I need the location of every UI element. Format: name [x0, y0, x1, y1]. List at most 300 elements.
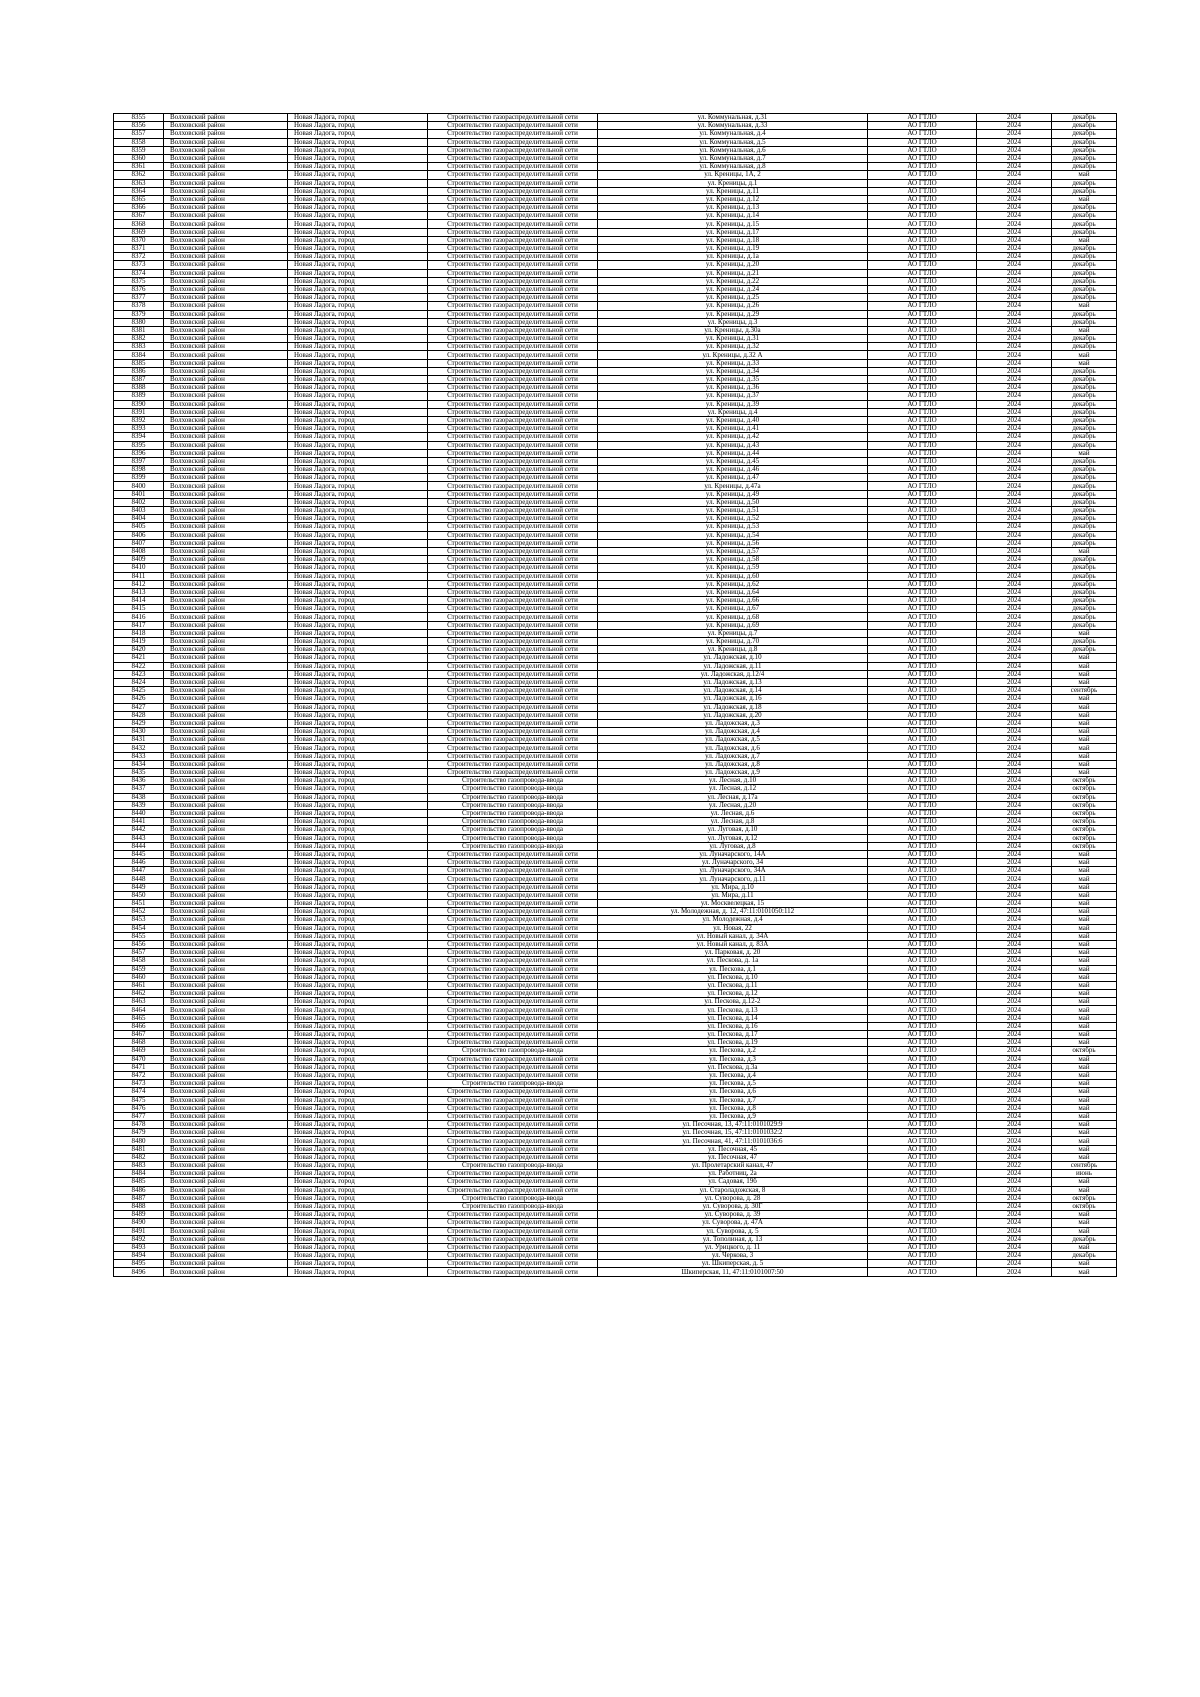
settlement-cell: Новая Ладога, город	[288, 629, 428, 637]
settlement-cell: Новая Ладога, город	[288, 867, 428, 875]
month-cell: декабрь	[1052, 621, 1117, 629]
month-cell: декабрь	[1052, 466, 1117, 474]
work-type-cell: Строительство газораспределительной сети	[428, 556, 598, 564]
settlement-cell: Новая Ладога, город	[288, 711, 428, 719]
settlement-cell: Новая Ладога, город	[288, 924, 428, 932]
row-number: 8413	[114, 588, 164, 596]
table-row	[114, 154, 1117, 162]
district-cell: Волховский район	[164, 850, 288, 858]
row-number: 8375	[114, 277, 164, 285]
row-number: 8411	[114, 572, 164, 580]
row-number: 8384	[114, 351, 164, 359]
year-cell: 2024	[977, 1096, 1052, 1104]
month-cell: май	[1052, 940, 1117, 948]
settlement-cell: Новая Ладога, город	[288, 1162, 428, 1170]
month-cell: май	[1052, 875, 1117, 883]
row-number: 8480	[114, 1137, 164, 1145]
table-row	[114, 498, 1117, 506]
month-cell: май	[1052, 998, 1117, 1006]
year-cell: 2024	[977, 171, 1052, 179]
settlement-cell: Новая Ладога, город	[288, 408, 428, 416]
year-cell: 2024	[977, 1055, 1052, 1063]
settlement-cell: Новая Ладога, город	[288, 998, 428, 1006]
year-cell: 2024	[977, 670, 1052, 678]
district-cell: Волховский район	[164, 466, 288, 474]
settlement-cell: Новая Ладога, город	[288, 1153, 428, 1161]
row-number: 8451	[114, 900, 164, 908]
table-row	[114, 367, 1117, 375]
address-cell: ул. Ладожская, д.11	[598, 662, 868, 670]
year-cell: 2024	[977, 490, 1052, 498]
district-cell: Волховский район	[164, 564, 288, 572]
organization-cell: АО ГТЛО	[868, 785, 977, 793]
month-cell: май	[1052, 965, 1117, 973]
work-type-cell: Строительство газораспределительной сети	[428, 973, 598, 981]
address-cell: ул. Креницы, д.62	[598, 580, 868, 588]
organization-cell: АО ГТЛО	[868, 1006, 977, 1014]
address-cell: ул. Креницы, д.51	[598, 507, 868, 515]
year-cell: 2024	[977, 793, 1052, 801]
year-cell: 2024	[977, 187, 1052, 195]
district-cell: Волховский район	[164, 760, 288, 768]
work-type-cell: Строительство газораспределительной сети	[428, 900, 598, 908]
settlement-cell: Новая Ладога, город	[288, 171, 428, 179]
work-type-cell: Строительство газораспределительной сети	[428, 122, 598, 130]
work-type-cell: Строительство газораспределительной сети	[428, 990, 598, 998]
organization-cell: АО ГТЛО	[868, 400, 977, 408]
address-cell: ул. Креницы, д.1а	[598, 253, 868, 261]
table-row	[114, 744, 1117, 752]
month-cell: май	[1052, 1071, 1117, 1079]
district-cell: Волховский район	[164, 1268, 288, 1276]
row-number: 8473	[114, 1080, 164, 1088]
row-number: 8394	[114, 433, 164, 441]
table-row	[114, 1112, 1117, 1120]
settlement-cell: Новая Ладога, город	[288, 1202, 428, 1210]
district-cell: Волховский район	[164, 670, 288, 678]
work-type-cell: Строительство газораспределительной сети	[428, 335, 598, 343]
organization-cell: АО ГТЛО	[868, 433, 977, 441]
district-cell: Волховский район	[164, 580, 288, 588]
address-cell: ул. Креницы, д.47	[598, 474, 868, 482]
month-cell: май	[1052, 302, 1117, 310]
organization-cell: АО ГТЛО	[868, 1153, 977, 1161]
row-number: 8476	[114, 1104, 164, 1112]
work-type-cell: Строительство газораспределительной сети	[428, 891, 598, 899]
year-cell: 2024	[977, 646, 1052, 654]
year-cell: 2024	[977, 154, 1052, 162]
row-number: 8461	[114, 981, 164, 989]
district-cell: Волховский район	[164, 998, 288, 1006]
organization-cell: АО ГТЛО	[868, 154, 977, 162]
row-number: 8492	[114, 1235, 164, 1243]
year-cell: 2024	[977, 998, 1052, 1006]
address-cell: ул. Новый канал, д. 83А	[598, 940, 868, 948]
table-row	[114, 261, 1117, 269]
year-cell: 2024	[977, 277, 1052, 285]
organization-cell: АО ГТЛО	[868, 245, 977, 253]
address-cell: ул. Ладожская, д.4	[598, 728, 868, 736]
address-cell: ул. Креницы, д.42	[598, 433, 868, 441]
row-number: 8493	[114, 1243, 164, 1251]
address-cell: ул. Креницы, д.54	[598, 531, 868, 539]
row-number: 8423	[114, 670, 164, 678]
address-cell: ул. Тополиная, д. 13	[598, 1235, 868, 1243]
work-type-cell: Строительство газораспределительной сети	[428, 1088, 598, 1096]
address-cell: ул. Пескова, д.19	[598, 1039, 868, 1047]
year-cell: 2024	[977, 916, 1052, 924]
work-type-cell: Строительство газораспределительной сети	[428, 114, 598, 122]
address-cell: ул. Пескова, д.9	[598, 1112, 868, 1120]
year-cell: 2024	[977, 760, 1052, 768]
organization-cell: АО ГТЛО	[868, 1022, 977, 1030]
organization-cell: АО ГТЛО	[868, 122, 977, 130]
table-row	[114, 842, 1117, 850]
row-number: 8472	[114, 1071, 164, 1079]
row-number: 8390	[114, 400, 164, 408]
organization-cell: АО ГТЛО	[868, 539, 977, 547]
row-number: 8450	[114, 891, 164, 899]
table-row	[114, 392, 1117, 400]
address-cell: ул. Креницы, д.39	[598, 400, 868, 408]
month-cell: май	[1052, 957, 1117, 965]
year-cell: 2024	[977, 1071, 1052, 1079]
year-cell: 2022	[977, 1162, 1052, 1170]
year-cell: 2024	[977, 834, 1052, 842]
table-row	[114, 547, 1117, 555]
work-type-cell: Строительство газораспределительной сети	[428, 547, 598, 555]
year-cell: 2024	[977, 605, 1052, 613]
address-cell: ул. Креницы, д.56	[598, 539, 868, 547]
organization-cell: АО ГТЛО	[868, 1137, 977, 1145]
year-cell: 2024	[977, 1129, 1052, 1137]
table-row	[114, 908, 1117, 916]
year-cell: 2024	[977, 703, 1052, 711]
organization-cell: АО ГТЛО	[868, 916, 977, 924]
organization-cell: АО ГТЛО	[868, 760, 977, 768]
organization-cell: АО ГТЛО	[868, 687, 977, 695]
month-cell: декабрь	[1052, 392, 1117, 400]
district-cell: Волховский район	[164, 859, 288, 867]
address-cell: ул. Креницы, д.34	[598, 367, 868, 375]
district-cell: Волховский район	[164, 1006, 288, 1014]
work-type-cell: Строительство газораспределительной сети	[428, 1022, 598, 1030]
month-cell: декабрь	[1052, 318, 1117, 326]
organization-cell: АО ГТЛО	[868, 1096, 977, 1104]
row-number: 8435	[114, 769, 164, 777]
organization-cell: АО ГТЛО	[868, 580, 977, 588]
address-cell: ул. Черкова, 3	[598, 1252, 868, 1260]
settlement-cell: Новая Ладога, город	[288, 777, 428, 785]
month-cell: декабрь	[1052, 441, 1117, 449]
work-type-cell: Строительство газопровода-ввода	[428, 1162, 598, 1170]
district-cell: Волховский район	[164, 441, 288, 449]
district-cell: Волховский район	[164, 1252, 288, 1260]
work-type-cell: Строительство газораспределительной сети	[428, 146, 598, 154]
settlement-cell: Новая Ладога, город	[288, 990, 428, 998]
settlement-cell: Новая Ладога, город	[288, 932, 428, 940]
work-type-cell: Строительство газопровода-ввода	[428, 777, 598, 785]
year-cell: 2024	[977, 294, 1052, 302]
district-cell: Волховский район	[164, 1014, 288, 1022]
address-cell: ул. Креницы, д.32	[598, 343, 868, 351]
settlement-cell: Новая Ладога, город	[288, 195, 428, 203]
table-row	[114, 990, 1117, 998]
address-cell: ул. Ладожская, д.18	[598, 703, 868, 711]
work-type-cell: Строительство газораспределительной сети	[428, 179, 598, 187]
month-cell: май	[1052, 670, 1117, 678]
year-cell: 2024	[977, 441, 1052, 449]
table-row	[114, 981, 1117, 989]
row-number: 8485	[114, 1178, 164, 1186]
organization-cell: АО ГТЛО	[868, 597, 977, 605]
table-row	[114, 1260, 1117, 1268]
address-cell: ул. Парковая, д. 20	[598, 949, 868, 957]
organization-cell: АО ГТЛО	[868, 678, 977, 686]
month-cell: май	[1052, 654, 1117, 662]
work-type-cell: Строительство газораспределительной сети	[428, 695, 598, 703]
work-type-cell: Строительство газораспределительной сети	[428, 678, 598, 686]
district-cell: Волховский район	[164, 662, 288, 670]
organization-cell: АО ГТЛО	[868, 891, 977, 899]
month-cell: май	[1052, 236, 1117, 244]
table-row	[114, 187, 1117, 195]
table-row	[114, 1170, 1117, 1178]
year-cell: 2024	[977, 1022, 1052, 1030]
district-cell: Волховский район	[164, 482, 288, 490]
year-cell: 2024	[977, 695, 1052, 703]
address-cell: ул. Пескова, д.14	[598, 1014, 868, 1022]
address-cell: ул. Песочная, 45	[598, 1145, 868, 1153]
month-cell: май	[1052, 916, 1117, 924]
work-type-cell: Строительство газораспределительной сети	[428, 204, 598, 212]
month-cell: май	[1052, 859, 1117, 867]
settlement-cell: Новая Ладога, город	[288, 736, 428, 744]
address-cell: ул. Молодежная, д.4	[598, 916, 868, 924]
district-cell: Волховский район	[164, 834, 288, 842]
year-cell: 2024	[977, 245, 1052, 253]
year-cell: 2024	[977, 1260, 1052, 1268]
year-cell: 2024	[977, 1227, 1052, 1235]
table-row	[114, 294, 1117, 302]
row-number: 8363	[114, 179, 164, 187]
month-cell: октябрь	[1052, 801, 1117, 809]
work-type-cell: Строительство газораспределительной сети	[428, 1055, 598, 1063]
settlement-cell: Новая Ладога, город	[288, 179, 428, 187]
district-cell: Волховский район	[164, 924, 288, 932]
work-type-cell: Строительство газораспределительной сети	[428, 957, 598, 965]
row-number: 8362	[114, 171, 164, 179]
year-cell: 2024	[977, 425, 1052, 433]
year-cell: 2024	[977, 957, 1052, 965]
year-cell: 2024	[977, 498, 1052, 506]
organization-cell: АО ГТЛО	[868, 441, 977, 449]
organization-cell: АО ГТЛО	[868, 1243, 977, 1251]
year-cell: 2024	[977, 228, 1052, 236]
year-cell: 2024	[977, 891, 1052, 899]
year-cell: 2024	[977, 474, 1052, 482]
organization-cell: АО ГТЛО	[868, 719, 977, 727]
table-row	[114, 457, 1117, 465]
month-cell: декабрь	[1052, 433, 1117, 441]
organization-cell: АО ГТЛО	[868, 646, 977, 654]
year-cell: 2024	[977, 719, 1052, 727]
month-cell: май	[1052, 1063, 1117, 1071]
work-type-cell: Строительство газораспределительной сети	[428, 1031, 598, 1039]
settlement-cell: Новая Ладога, город	[288, 900, 428, 908]
settlement-cell: Новая Ладога, город	[288, 1096, 428, 1104]
address-cell: ул. Мира, д.10	[598, 883, 868, 891]
year-cell: 2024	[977, 269, 1052, 277]
month-cell: октябрь	[1052, 842, 1117, 850]
settlement-cell: Новая Ладога, город	[288, 310, 428, 318]
month-cell: декабрь	[1052, 146, 1117, 154]
table-row	[114, 1252, 1117, 1260]
row-number: 8465	[114, 1014, 164, 1022]
address-cell: ул. Лесная, д.12	[598, 785, 868, 793]
district-cell: Волховский район	[164, 425, 288, 433]
settlement-cell: Новая Ладога, город	[288, 981, 428, 989]
organization-cell: АО ГТЛО	[868, 793, 977, 801]
settlement-cell: Новая Ладога, город	[288, 973, 428, 981]
month-cell: декабрь	[1052, 285, 1117, 293]
settlement-cell: Новая Ладога, город	[288, 449, 428, 457]
address-cell: ул. Креницы, д.33	[598, 359, 868, 367]
settlement-cell: Новая Ладога, город	[288, 392, 428, 400]
address-cell: ул. Креницы, д.22	[598, 277, 868, 285]
month-cell: май	[1052, 867, 1117, 875]
work-type-cell: Строительство газораспределительной сети	[428, 195, 598, 203]
address-cell: ул. Пескова, д.2	[598, 1047, 868, 1055]
work-type-cell: Строительство газораспределительной сети	[428, 302, 598, 310]
row-number: 8466	[114, 1022, 164, 1030]
district-cell: Волховский район	[164, 613, 288, 621]
organization-cell: АО ГТЛО	[868, 236, 977, 244]
year-cell: 2024	[977, 318, 1052, 326]
district-cell: Волховский район	[164, 990, 288, 998]
organization-cell: АО ГТЛО	[868, 507, 977, 515]
district-cell: Волховский район	[164, 556, 288, 564]
address-cell: ул. Креницы, д.31	[598, 335, 868, 343]
district-cell: Волховский район	[164, 326, 288, 334]
table-row	[114, 425, 1117, 433]
address-cell: ул. Креницы, д.69	[598, 621, 868, 629]
address-cell: ул. Креницы, д.68	[598, 613, 868, 621]
table-row	[114, 449, 1117, 457]
district-cell: Волховский район	[164, 777, 288, 785]
row-number: 8380	[114, 318, 164, 326]
district-cell: Волховский район	[164, 212, 288, 220]
month-cell: декабрь	[1052, 376, 1117, 384]
organization-cell: АО ГТЛО	[868, 335, 977, 343]
organization-cell: АО ГТЛО	[868, 908, 977, 916]
organization-cell: АО ГТЛО	[868, 1063, 977, 1071]
row-number: 8487	[114, 1194, 164, 1202]
table-row	[114, 114, 1117, 122]
settlement-cell: Новая Ладога, город	[288, 457, 428, 465]
table-row	[114, 277, 1117, 285]
settlement-cell: Новая Ладога, город	[288, 1055, 428, 1063]
table-row	[114, 801, 1117, 809]
address-cell: ул. Пескова, д.3	[598, 1055, 868, 1063]
work-type-cell: Строительство газораспределительной сети	[428, 359, 598, 367]
work-type-cell: Строительство газораспределительной сети	[428, 629, 598, 637]
district-cell: Волховский район	[164, 572, 288, 580]
organization-cell: АО ГТЛО	[868, 449, 977, 457]
year-cell: 2024	[977, 114, 1052, 122]
settlement-cell: Новая Ладога, город	[288, 1268, 428, 1276]
settlement-cell: Новая Ладога, город	[288, 859, 428, 867]
district-cell: Волховский район	[164, 916, 288, 924]
organization-cell: АО ГТЛО	[868, 408, 977, 416]
address-cell: ул. Креницы, д.60	[598, 572, 868, 580]
organization-cell: АО ГТЛО	[868, 1039, 977, 1047]
table-row	[114, 834, 1117, 842]
district-cell: Волховский район	[164, 695, 288, 703]
year-cell: 2024	[977, 809, 1052, 817]
settlement-cell: Новая Ладога, город	[288, 1014, 428, 1022]
organization-cell: АО ГТЛО	[868, 220, 977, 228]
row-number: 8381	[114, 326, 164, 334]
address-cell: ул. Коммунальная, д.31	[598, 114, 868, 122]
district-cell: Волховский район	[164, 1063, 288, 1071]
table-row	[114, 122, 1117, 130]
month-cell: декабрь	[1052, 122, 1117, 130]
year-cell: 2024	[977, 883, 1052, 891]
row-number: 8447	[114, 867, 164, 875]
row-number: 8494	[114, 1252, 164, 1260]
row-number: 8430	[114, 728, 164, 736]
work-type-cell: Строительство газораспределительной сети	[428, 228, 598, 236]
work-type-cell: Строительство газораспределительной сети	[428, 916, 598, 924]
settlement-cell: Новая Ладога, город	[288, 228, 428, 236]
table-row	[114, 466, 1117, 474]
district-cell: Волховский район	[164, 490, 288, 498]
settlement-cell: Новая Ладога, город	[288, 236, 428, 244]
district-cell: Волховский район	[164, 498, 288, 506]
month-cell: декабрь	[1052, 646, 1117, 654]
settlement-cell: Новая Ладога, город	[288, 343, 428, 351]
address-cell: ул. Креницы, д.21	[598, 269, 868, 277]
year-cell: 2024	[977, 146, 1052, 154]
organization-cell: АО ГТЛО	[868, 588, 977, 596]
row-number: 8440	[114, 809, 164, 817]
settlement-cell: Новая Ладога, город	[288, 482, 428, 490]
table-row	[114, 1153, 1117, 1161]
district-cell: Волховский район	[164, 1121, 288, 1129]
table-row	[114, 949, 1117, 957]
address-cell: ул. Креницы, д.20	[598, 261, 868, 269]
row-number: 8462	[114, 990, 164, 998]
table-row	[114, 572, 1117, 580]
row-number: 8373	[114, 261, 164, 269]
district-cell: Волховский район	[164, 719, 288, 727]
table-row	[114, 441, 1117, 449]
organization-cell: АО ГТЛО	[868, 613, 977, 621]
address-cell: ул. Креницы, д.58	[598, 556, 868, 564]
settlement-cell: Новая Ладога, город	[288, 531, 428, 539]
district-cell: Волховский район	[164, 187, 288, 195]
work-type-cell: Строительство газопровода-ввода	[428, 785, 598, 793]
month-cell: май	[1052, 981, 1117, 989]
work-type-cell: Строительство газораспределительной сети	[428, 163, 598, 171]
address-cell: ул. Лесная, д.17а	[598, 793, 868, 801]
row-number: 8443	[114, 834, 164, 842]
work-type-cell: Строительство газораспределительной сети	[428, 310, 598, 318]
district-cell: Волховский район	[164, 163, 288, 171]
settlement-cell: Новая Ладога, город	[288, 654, 428, 662]
address-cell: ул. Луговая, д.12	[598, 834, 868, 842]
